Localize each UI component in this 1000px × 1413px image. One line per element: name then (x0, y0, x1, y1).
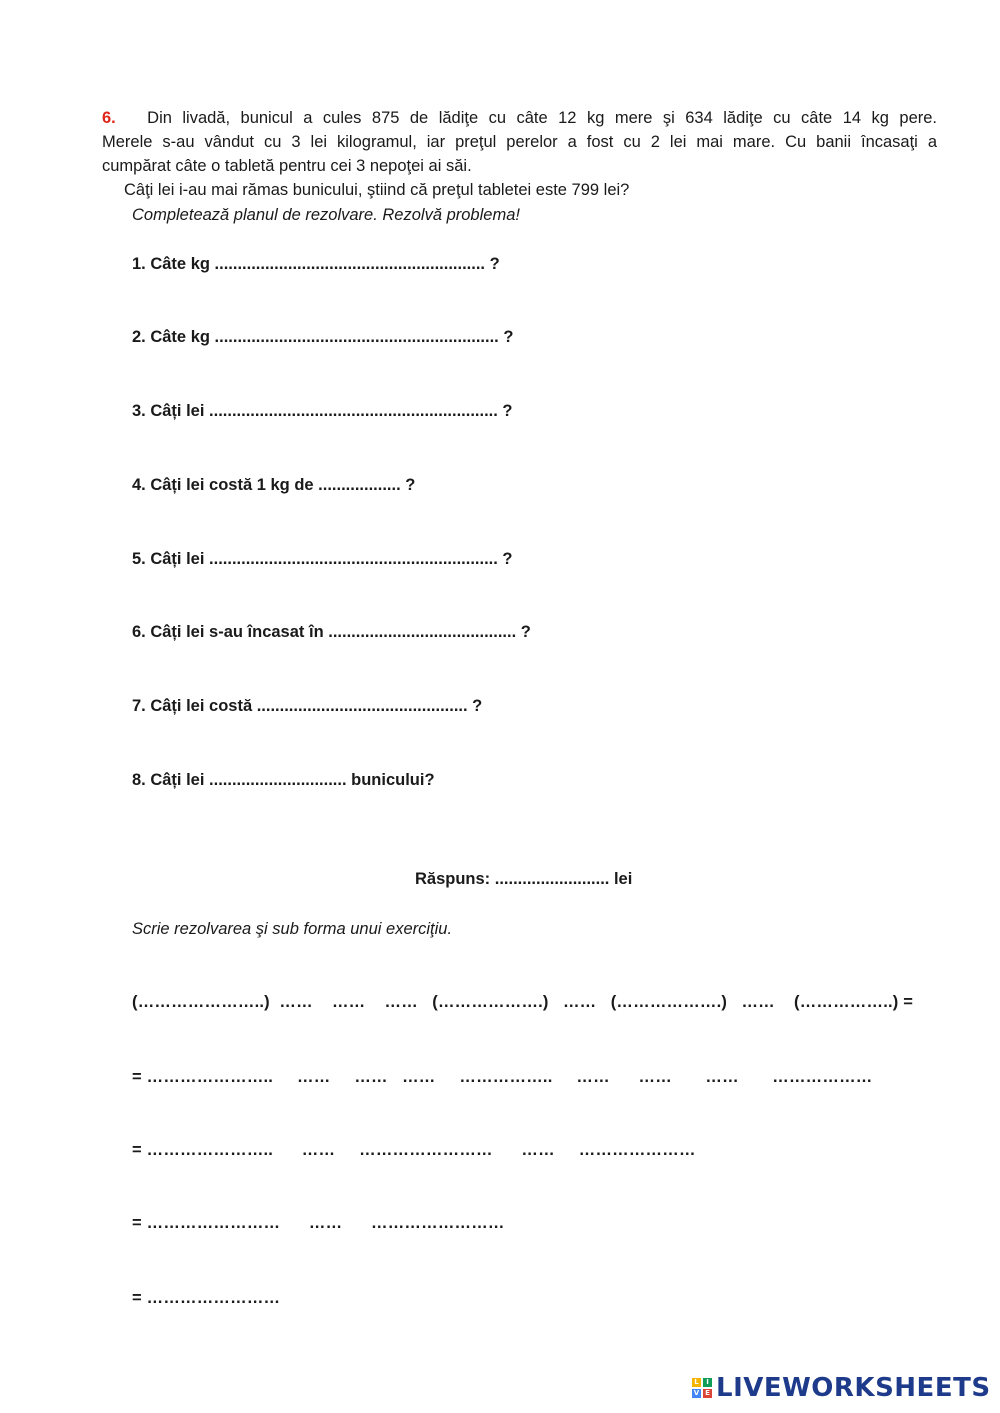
plan-step-2[interactable]: 2. Câte kg .............................................................. ? (132, 328, 514, 346)
plan-step-8[interactable]: 8. Câți lei .............................. bunicului? (132, 771, 435, 789)
plan-step-1[interactable]: 1. Câte kg ........................................................... ? (132, 255, 500, 273)
plan-instruction: Completează planul de rezolvare. Rezolvă problema! (132, 206, 520, 224)
logo-letter-e: E (703, 1389, 712, 1398)
problem-number: 6. (102, 109, 116, 127)
answer-line[interactable]: Răspuns: ......................... lei (415, 870, 633, 888)
plan-step-7[interactable]: 7. Câți lei costă .............................................. ? (132, 697, 483, 715)
logo-letter-l: L (692, 1378, 701, 1387)
exercise-line-4[interactable]: = …………………… …… …………………… (132, 1214, 505, 1232)
liveworksheets-brand (692, 1372, 991, 1404)
problem-line-3: cumpărat câte o tabletă pentru cei 3 nepoţei ai săi. (102, 157, 472, 175)
problem-line-1 (102, 106, 937, 130)
plan-step-6[interactable]: 6. Câți lei s-au încasat în ......................................... ? (132, 623, 531, 641)
plan-step-3[interactable]: 3. Câți lei ............................................................... ? (132, 402, 513, 420)
problem-line-2: Merele s-au vândut cu 3 lei kilogramul, iar preţul perelor a fost cu 2 lei mai mare. Cu banii încasaţi a (102, 133, 937, 151)
liveworksheets-logo-icon (692, 1378, 712, 1398)
exercise-line-5[interactable]: = …………………… (132, 1289, 281, 1307)
problem-text-1: Din livadă, bunicul a cules 875 de lădiţe cu câte 12 kg mere şi 634 lădiţe cu câte 14 kg pere. (147, 109, 937, 127)
brand-name: LIVEWORKSHEETS (716, 1373, 991, 1403)
plan-step-5[interactable]: 5. Câți lei ............................................................... ? (132, 550, 513, 568)
logo-letter-i: I (703, 1378, 712, 1387)
exercise-instruction: Scrie rezolvarea şi sub forma unui exerciţiu. (132, 920, 453, 938)
exercise-line-3[interactable]: = ………………….. …… …………………… …… ………………… (132, 1141, 696, 1159)
plan-step-4[interactable]: 4. Câți lei costă 1 kg de .................. ? (132, 476, 416, 494)
problem-question: Câţi lei i-au mai rămas bunicului, ştiind că preţul tabletei este 799 lei? (124, 181, 630, 199)
logo-letter-v: V (693, 1389, 700, 1397)
exercise-line-2[interactable]: = ………………….. …… …… …… …………….. …… …… …… ……………… (132, 1068, 873, 1086)
exercise-line-1[interactable]: (…………………..) …… …… …… (……………….) …… (……………….) …… (……………..) = (132, 993, 914, 1011)
